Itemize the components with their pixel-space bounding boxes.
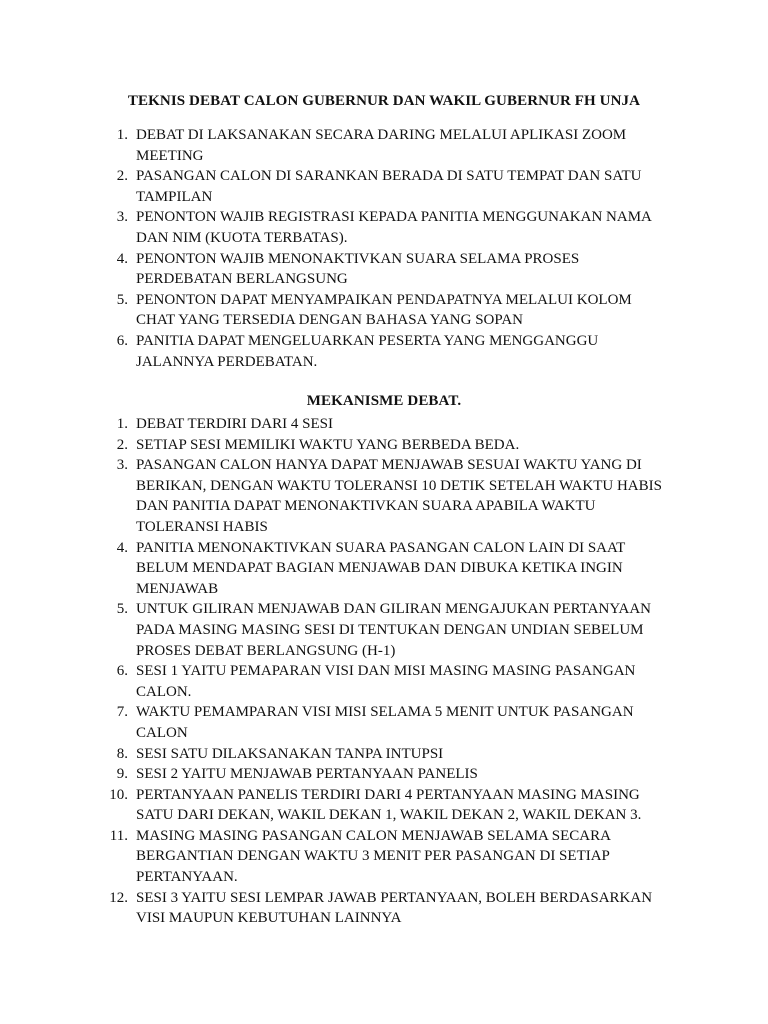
item-text (136, 125, 676, 166)
list-item (0, 331, 768, 372)
item-text (136, 661, 676, 702)
item-text (136, 435, 676, 456)
list-item (0, 207, 768, 248)
item-line: PASANGAN CALON HANYA DAPAT MENJAWAB SESUAI WAKTU YANG DI (136, 457, 642, 474)
item-text (136, 414, 676, 435)
list-item (0, 785, 768, 826)
item-number: 7. (116, 704, 128, 721)
item-line: BERGANTIAN DENGAN WAKTU 3 MENIT PER PASANGAN DI SETIAP (136, 848, 610, 865)
item-line: PENONTON WAJIB REGISTRASI KEPADA PANITIA MENGGUNAKAN NAMA (136, 209, 652, 226)
item-line: PROSES DEBAT BERLANGSUNG (H-1) (136, 642, 396, 659)
item-line: PERTANYAAN PANELIS TERDIRI DARI 4 PERTANYAAN MASING MASING (136, 786, 640, 803)
item-line: MEETING (136, 147, 204, 164)
list-item (0, 888, 768, 929)
item-line: SESI SATU DILAKSANAKAN TANPA INTUPSI (136, 745, 444, 762)
document-title: TEKNIS DEBAT CALON GUBERNUR DAN WAKIL GUBERNUR FH UNJA (127, 93, 641, 109)
item-line: DEBAT DI LAKSANAKAN SECARA DARING MELALUI APLIKASI ZOOM (136, 127, 627, 143)
item-text (136, 702, 676, 743)
item-line: PENONTON WAJIB MENONAKTIVKAN SUARA SELAMA PROSES (136, 250, 580, 267)
item-number: 4. (116, 539, 128, 556)
item-line: TAMPILAN (136, 188, 213, 205)
item-number: 4. (116, 250, 128, 267)
item-text (136, 207, 676, 248)
item-line: PADA MASING MASING SESI DI TENTUKAN DENGAN UNDIAN SEBELUM (136, 621, 644, 638)
list-item (0, 125, 768, 166)
item-text (136, 538, 676, 600)
item-number: 5. (116, 291, 128, 308)
section-title: MEKANISME DEBAT. (306, 393, 462, 409)
item-number: 6. (116, 663, 128, 680)
item-text (136, 166, 676, 207)
item-number: 8. (116, 745, 128, 762)
item-text (136, 744, 676, 765)
item-number: 12. (109, 889, 128, 906)
item-line: JALANNYA PERDEBATAN. (136, 353, 318, 370)
item-number: 5. (116, 601, 128, 618)
item-text (136, 331, 676, 372)
item-line: PERDEBATAN BERLANGSUNG (136, 271, 348, 288)
list-item (0, 414, 768, 435)
list-item (0, 826, 768, 888)
item-line: UNTUK GILIRAN MENJAWAB DAN GILIRAN MENGAJUKAN PERTANYAAN (136, 601, 652, 618)
list-item (0, 435, 768, 456)
item-number: 2. (116, 168, 128, 185)
item-line: TOLERANSI HABIS (136, 518, 268, 535)
mechanism-list (0, 414, 768, 929)
item-text (136, 785, 676, 826)
list-item (0, 166, 768, 207)
item-line: CALON. (136, 683, 192, 700)
list-item (0, 455, 768, 537)
item-line: MASING MASING PASANGAN CALON MENJAWAB SELAMA SECARA (136, 827, 611, 844)
item-line: SESI 3 YAITU SESI LEMPAR JAWAB PERTANYAAN, BOLEH BERDASARKAN (136, 889, 653, 906)
item-line: PASANGAN CALON DI SARANKAN BERADA DI SATU TEMPAT DAN SATU (136, 168, 642, 185)
item-text (136, 455, 676, 537)
list-item (0, 538, 768, 600)
item-line: DAN PANITIA DAPAT MENONAKTIVKAN SUARA APABILA WAKTU (136, 498, 596, 515)
item-number: 3. (116, 457, 128, 474)
item-text (136, 599, 676, 661)
item-line: SESI 2 YAITU MENJAWAB PERTANYAAN PANELIS (136, 766, 478, 783)
item-line: DAN NIM (KUOTA TERBATAS). (136, 229, 348, 246)
item-text (136, 290, 676, 331)
item-number: 11. (109, 827, 128, 844)
item-number: 10. (109, 786, 128, 803)
item-line: MENJAWAB (136, 580, 219, 597)
item-line: DEBAT TERDIRI DARI 4 SESI (136, 416, 333, 432)
list-item (0, 599, 768, 661)
item-line: SATU DARI DEKAN, WAKIL DEKAN 1, WAKIL DEKAN 2, WAKIL DEKAN 3. (136, 807, 642, 824)
item-line: SESI 1 YAITU PEMAPARAN VISI DAN MISI MASING MASING PASANGAN (136, 663, 636, 680)
item-line: PENONTON DAPAT MENYAMPAIKAN PENDAPATNYA MELALUI KOLOM (136, 291, 632, 308)
list-item (0, 744, 768, 765)
item-number: 2. (116, 436, 128, 453)
item-line: VISI MAUPUN KEBUTUHAN LAINNYA (136, 910, 402, 927)
item-line: BELUM MENDAPAT BAGIAN MENJAWAB DAN DIBUKA KETIKA INGIN (136, 560, 623, 577)
rules-list (0, 125, 768, 372)
item-text (136, 888, 676, 929)
list-item (0, 661, 768, 702)
list-item (0, 764, 768, 785)
item-number: 3. (116, 209, 128, 226)
item-number: 6. (116, 332, 128, 349)
item-text (136, 249, 676, 290)
item-line: WAKTU PEMAMPARAN VISI MISI SELAMA 5 MENIT UNTUK PASANGAN (136, 704, 634, 721)
list-item (0, 249, 768, 290)
item-text (136, 764, 676, 785)
item-line: CHAT YANG TERSEDIA DENGAN BAHASA YANG SOPAN (136, 312, 523, 329)
item-number: 1. (116, 127, 128, 143)
item-line: PANITIA MENONAKTIVKAN SUARA PASANGAN CALON LAIN DI SAAT (136, 539, 626, 556)
list-item (0, 290, 768, 331)
list-item (0, 702, 768, 743)
item-line: PANITIA DAPAT MENGELUARKAN PESERTA YANG MENGGANGGU (136, 332, 599, 349)
item-line: SETIAP SESI MEMILIKI WAKTU YANG BERBEDA BEDA. (136, 436, 520, 453)
item-line: BERIKAN, DENGAN WAKTU TOLERANSI 10 DETIK SETELAH WAKTU HABIS (136, 477, 662, 494)
item-line: CALON (136, 724, 188, 741)
item-line: PERTANYAAN. (136, 869, 238, 886)
item-text (136, 826, 676, 888)
item-number: 9. (116, 766, 128, 783)
item-number: 1. (116, 416, 128, 432)
